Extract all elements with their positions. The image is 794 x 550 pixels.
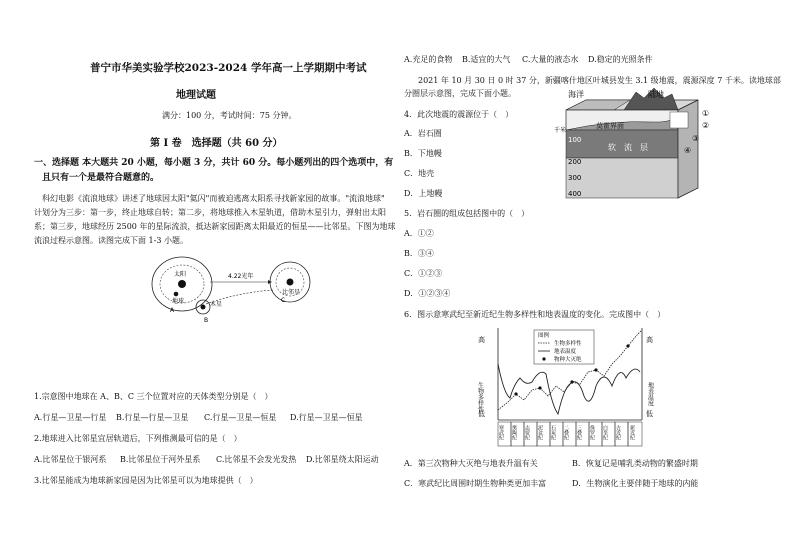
q4-option-a[interactable]: A．岩石圈: [404, 129, 442, 138]
era-label: 奥陶纪: [511, 425, 517, 440]
right-axis-high: 高: [646, 336, 653, 344]
question-2: 2.地球进入比邻星宜居轨道后，下列推测最可信的是（ ）: [34, 434, 242, 443]
legend-title: 图例: [538, 333, 550, 339]
q3-option-a[interactable]: A.充足的食物: [404, 55, 453, 64]
q1-option-b[interactable]: B.行星—行星—卫星: [116, 413, 189, 422]
q4-option-b[interactable]: B．下地幔: [404, 149, 442, 158]
era-label: 二叠纪: [563, 425, 569, 440]
point-b-label: B: [204, 317, 209, 324]
extinction-point-3: [570, 380, 573, 383]
q6-option-d[interactable]: D．生物演化主要伴随于地球的内能: [572, 479, 699, 488]
q2-option-b[interactable]: B.比邻星位于河外星系: [120, 455, 201, 464]
left-axis-high: 高: [478, 336, 485, 344]
instruction-line-1: 一、选择题 本大题共 20 小题，每小题 3 分，共计 60 分。每小题列出的四个选项中，有: [34, 158, 394, 168]
era-label: 侏罗纪: [589, 425, 595, 440]
legend-extinction: 物种大灭绝: [554, 357, 582, 363]
era-label: 白垩纪: [602, 425, 608, 440]
era-axis: [498, 422, 642, 446]
point-a-label: A: [170, 307, 175, 314]
distance-label: 4.22光年: [228, 273, 254, 280]
q3-option-b[interactable]: B.适宜的大气: [462, 55, 511, 64]
extinction-point-4: [594, 368, 597, 371]
left-axis-low: 低: [478, 410, 485, 418]
q2-option-a[interactable]: A.比邻星位于银河系: [34, 455, 107, 464]
biodiversity-temperature-chart: [474, 324, 664, 450]
temperature-curve: [498, 364, 640, 414]
land-label: 陆地: [648, 90, 664, 99]
jupiter-icon: [201, 305, 206, 310]
depth-200: 200: [568, 158, 582, 166]
passage-2-line-2: 分圈层示意图，完成下面小题。: [404, 89, 516, 98]
point-c-label: C: [281, 297, 286, 304]
depth-400: 400: [568, 190, 582, 198]
era-label: 三叠纪: [576, 425, 582, 440]
q1-option-c[interactable]: C.行星—卫星—恒星: [204, 413, 277, 422]
left-axis-title: 生物多样性: [476, 382, 484, 412]
era-label: 古近纪: [615, 425, 621, 440]
q3-option-c[interactable]: C.大量的液态水: [522, 55, 579, 64]
extinction-point-2: [538, 386, 541, 389]
passage-line-3: 系；第三步，地球经历 2500 年的星际流浪，抵达新家园距离太阳最近的恒星——比邻星。下图为地球: [34, 222, 396, 231]
marker-1: ①: [702, 109, 710, 118]
question-4: 4．此次地震的震源位于（ ）: [404, 110, 514, 119]
era-label: 新近纪: [629, 425, 635, 440]
question-5: 5．岩石圈的组成包括图中的（ ）: [404, 209, 530, 218]
ocean-label: 海洋: [568, 90, 584, 99]
marker-2: ②: [702, 121, 710, 130]
marker-4: ④: [684, 146, 692, 155]
marker-3: ③: [692, 134, 700, 143]
proxima-icon: [287, 279, 294, 286]
q6-option-c[interactable]: C．寒武纪比周围时期生物种类更加丰富: [404, 479, 547, 488]
passage-line-4: 流浪过程示意图。读图完成下面 1-3 小题。: [34, 236, 188, 245]
right-axis-low: 低: [646, 410, 653, 418]
part-title: 第 Ⅰ 卷 选择题（共 60 分）: [150, 138, 283, 149]
orbit-diagram: [140, 252, 330, 328]
right-axis-title: 地表温度: [646, 382, 654, 406]
depth-100: 100: [568, 136, 582, 144]
q4-option-c[interactable]: C．地壳: [404, 169, 435, 178]
legend-temperature: 地表温度: [554, 349, 577, 355]
q2-option-d[interactable]: D.比邻星绕太阳运动: [306, 455, 379, 464]
q1-option-d[interactable]: D.行星—卫星—恒星: [290, 413, 363, 422]
q5-option-d[interactable]: D．①②③④: [404, 289, 451, 298]
q6-option-a[interactable]: A．第三次物种大灭绝与地表升温有关: [404, 459, 538, 468]
q5-option-c[interactable]: C．①②③: [404, 269, 443, 278]
q6-option-b[interactable]: B．恢复记是哺乳类动物的繁盛时期: [572, 459, 698, 468]
question-3: 3.比邻星能成为地球新家园是因为比邻星可以为地球提供（ ）: [34, 476, 258, 485]
era-label: 寒武纪: [498, 425, 504, 440]
passage-line-2: 计划分为三步：第一步，终止地球自转；第二步，将地球推入木星轨道，借助木星引力，弹射出太阳: [34, 208, 386, 217]
question-6: 6．图示意寒武纪至新近纪生物多样性和地表温度的变化。完成图中（ ）: [404, 310, 666, 319]
earth-layers-diagram: [552, 86, 724, 204]
moho-label: 莫霍界面: [596, 122, 624, 130]
instruction-line-2: 且只有一个是最符合题意的。: [42, 173, 160, 183]
score-info: 满分：100 分，考试时间：75 分钟。: [162, 111, 297, 120]
asthenosphere-label: 软 流 层: [608, 143, 648, 152]
era-label: 泥盆纪: [537, 425, 543, 440]
jupiter-label: 木星: [210, 301, 223, 308]
q5-option-a[interactable]: A．①②: [404, 229, 434, 238]
q3-option-d[interactable]: D.稳定的光照条件: [588, 55, 653, 64]
proxima-label: 比邻星: [282, 289, 301, 296]
depth-300: 300: [568, 174, 582, 182]
question-1: 1.宗意图中地球在 A、B、C 三个位置对应的天体类型分别是（ ）: [34, 392, 273, 401]
sun-icon: [178, 280, 186, 288]
earth-label: 地球: [172, 298, 185, 305]
earth-icon: [174, 292, 179, 297]
era-label: 石炭纪: [550, 425, 556, 440]
extinction-point-5: [626, 344, 629, 347]
passage-line-1: 科幻电影《流浪地球》讲述了地球因太阳"氦闪"而被迫逃离太阳系寻找新家园的故事。"流浪地球": [42, 194, 385, 203]
subject-title: 地理试题: [176, 90, 216, 101]
legend-biodiversity: 生物多样性: [554, 341, 582, 347]
exam-title: 普宁市华美实验学校2023-2024 学年高一上学期期中考试: [90, 62, 367, 74]
passage-2-line-1: 2021 年 10 月 30 日 0 时 37 分，新疆喀什地区叶城县发生 3.1 级地震，震源深度 7 千米。读地球部: [418, 76, 781, 85]
q1-option-a[interactable]: A.行星—卫星—行星: [34, 413, 107, 422]
depth-unit-label: 千米: [554, 127, 567, 134]
q5-option-b[interactable]: B．③④: [404, 249, 434, 258]
era-label: 志留纪: [524, 425, 530, 440]
sun-label: 太阳: [174, 271, 187, 278]
extinction-point-1: [514, 392, 517, 395]
q2-option-c[interactable]: C.比邻星不会发光发热: [216, 455, 297, 464]
q4-option-d[interactable]: D．上地幔: [404, 189, 443, 198]
